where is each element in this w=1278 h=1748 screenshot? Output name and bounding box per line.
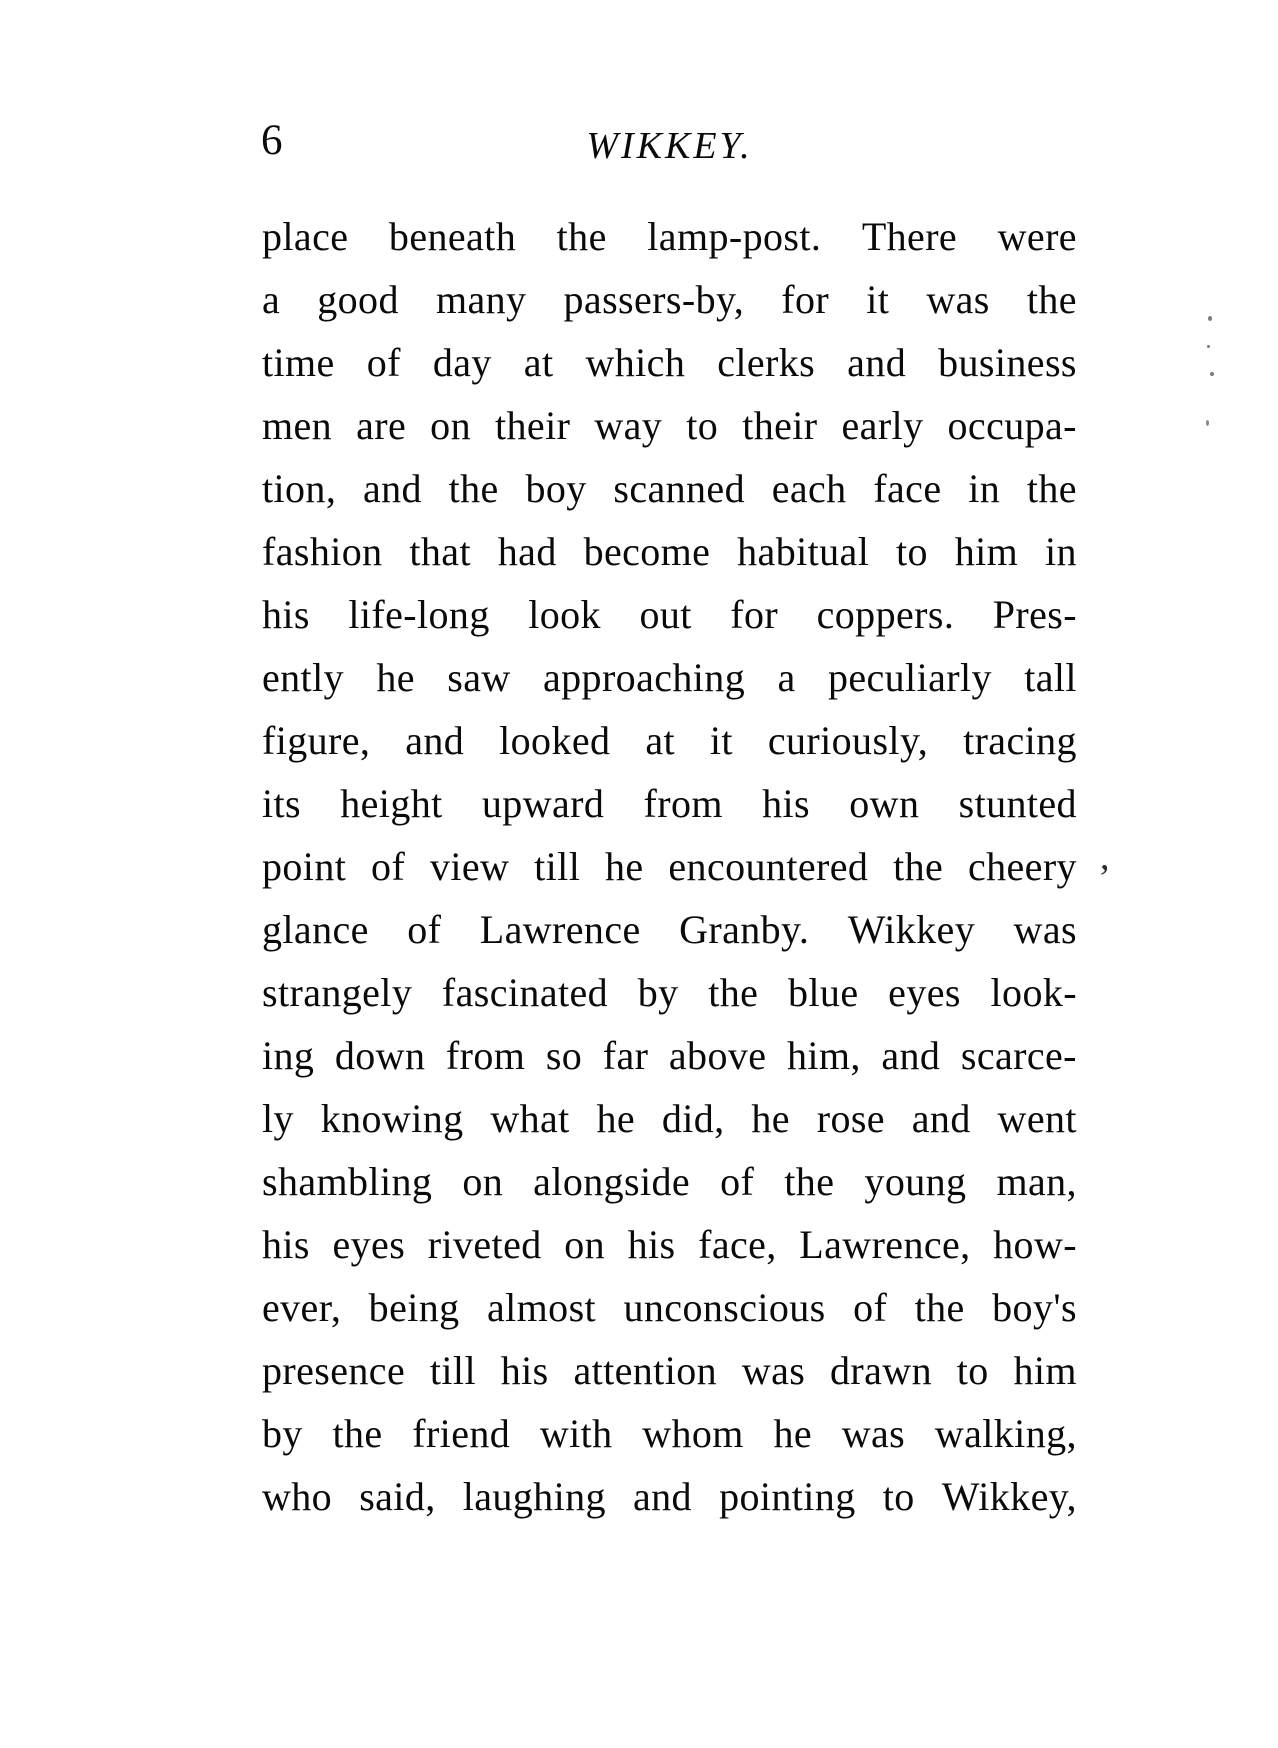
- text-line: figure, and looked at it curiously, tracing: [262, 718, 1077, 763]
- text-line: shambling on alongside of the young man,: [262, 1159, 1077, 1204]
- text-line: tion, and the boy scanned each face in the: [262, 466, 1077, 511]
- text-line: ever, being almost unconscious of the boy's: [262, 1285, 1077, 1330]
- running-title: WIKKEY.: [586, 125, 753, 167]
- text-line: fashion that had become habitual to him in: [262, 529, 1077, 574]
- scan-speck: [1207, 345, 1210, 348]
- text-line: his eyes riveted on his face, Lawrence, how-: [262, 1222, 1077, 1267]
- text-line: his life-long look out for coppers. Pres-: [262, 592, 1077, 637]
- text-line: point of view till he encountered the cheery: [262, 844, 1077, 889]
- scan-speck: [1208, 316, 1212, 321]
- text-line: ly knowing what he did, he rose and went: [262, 1096, 1077, 1141]
- scan-artifact-comma: ,: [1100, 836, 1110, 878]
- text-line: men are on their way to their early occupa-: [262, 403, 1077, 448]
- text-line: place beneath the lamp-post. There were: [262, 214, 1077, 259]
- text-line: ently he saw approaching a peculiarly tall: [262, 655, 1077, 700]
- text-line: ing down from so far above him, and scarce-: [262, 1033, 1077, 1078]
- scan-speck: [1206, 420, 1209, 426]
- text-line: a good many passers-by, for it was the: [262, 277, 1077, 322]
- text-line: glance of Lawrence Granby. Wikkey was: [262, 907, 1077, 952]
- body-text-block: [262, 205, 1077, 1528]
- text-line: strangely fascinated by the blue eyes look-: [262, 970, 1077, 1015]
- page-number: 6: [261, 117, 283, 164]
- text-line: presence till his attention was drawn to him: [262, 1348, 1077, 1393]
- text-line: by the friend with whom he was walking,: [262, 1411, 1077, 1456]
- scan-speck: [1210, 372, 1214, 376]
- text-line: its height upward from his own stunted: [262, 781, 1077, 826]
- text-line: time of day at which clerks and business: [262, 340, 1077, 385]
- text-line: who said, laughing and pointing to Wikkey,: [262, 1474, 1077, 1519]
